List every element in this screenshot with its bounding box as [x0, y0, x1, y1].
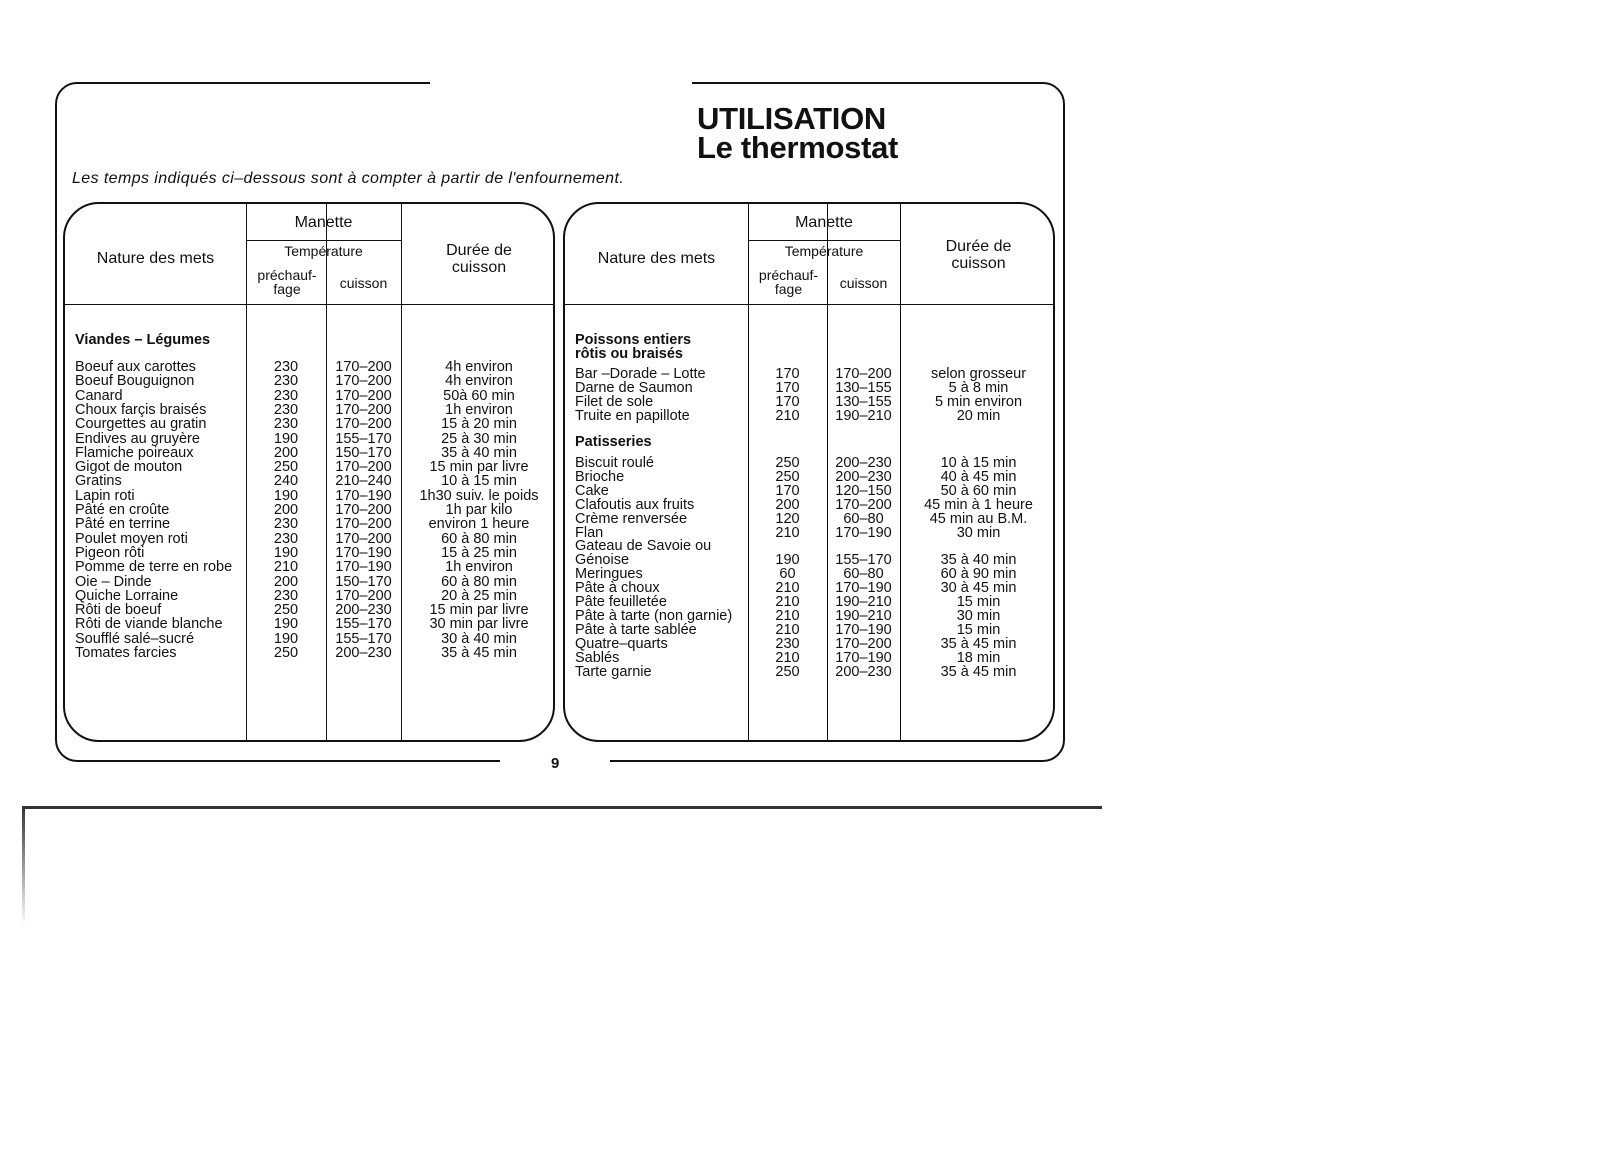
dish-name: Boeuf Bouguignon: [75, 373, 195, 390]
dish-name: Flan: [575, 525, 604, 541]
dish-name: Gigot de mouton: [75, 459, 183, 476]
cooking-time: 45 min au B.M.: [929, 511, 1028, 527]
dish-name: Tomates farcies: [75, 645, 177, 661]
dish-name: Sablés: [575, 650, 620, 666]
table-row: [565, 623, 1053, 637]
page-title: UTILISATION Le thermostat: [697, 101, 899, 165]
cooking-temp: 170–190: [335, 487, 392, 504]
cooking-temp: 170–190: [835, 525, 892, 541]
table-row: [565, 609, 1053, 623]
preheat-temp: 230: [273, 401, 299, 418]
table-row: [65, 589, 553, 603]
cooking-time: 20 à 25 min: [441, 587, 517, 604]
cooking-temp: 170–200: [335, 530, 392, 547]
col-prechauffage: préchauf- fage: [257, 267, 317, 297]
cooking-temp: 130–155: [835, 393, 892, 410]
cooking-time: 30 min: [956, 525, 1001, 541]
cooking-temp: 170–200: [335, 401, 392, 418]
cooking-time: 1h environ: [445, 559, 513, 576]
preheat-temp: 250: [775, 664, 800, 680]
cooking-time: 10 à 15 min: [940, 455, 1017, 471]
preheat-temp: 170: [775, 379, 800, 396]
dish-name: Pâte à tarte sablée: [575, 622, 697, 638]
table-row: [565, 367, 1053, 381]
preheat-temp: 230: [273, 516, 299, 533]
dish-name: Tarte garnie: [575, 664, 652, 680]
table-row: [65, 603, 553, 617]
divider: [22, 806, 25, 926]
preheat-temp: 60: [779, 566, 796, 582]
col-manette: Manette: [294, 214, 353, 231]
preheat-temp: 170: [775, 393, 800, 410]
dish-name: Pâte feuilletée: [575, 594, 667, 610]
cooking-temp: 170–200: [335, 387, 392, 404]
preheat-temp: 170: [775, 483, 800, 499]
preheat-temp: 210: [775, 580, 800, 596]
cooking-time: 5 à 8 min: [948, 379, 1009, 396]
table-row: [565, 595, 1053, 609]
cooking-time: 1h par kilo: [445, 502, 513, 518]
table-row: [565, 409, 1053, 423]
cooking-time: 40 à 45 min: [940, 469, 1017, 485]
section-title: Patisseries: [575, 434, 652, 450]
table-row: Gateau de Savoie ou: [575, 538, 712, 554]
cooking-temp: 155–170: [335, 430, 392, 447]
preheat-temp: 120: [775, 511, 800, 527]
table-row: [565, 651, 1053, 665]
cooking-temp: 200–230: [335, 645, 392, 661]
table-row: [565, 512, 1053, 526]
cooking-temp: 210–240: [335, 473, 392, 490]
dish-name: Rôti de viande blanche: [75, 616, 223, 633]
table-row: [65, 360, 553, 374]
preheat-temp: 230: [273, 530, 299, 547]
preheat-temp: 200: [775, 497, 800, 513]
dish-name: Lapin roti: [75, 487, 135, 504]
preheat-temp: 190: [273, 430, 299, 447]
preheat-temp: 200: [273, 573, 299, 590]
cooking-temp: 170–200: [335, 459, 392, 476]
cooking-temp: 170–200: [335, 359, 392, 375]
preheat-temp: 210: [775, 525, 800, 541]
cooking-time: 35 à 45 min: [441, 645, 517, 661]
table-row: [565, 665, 1053, 679]
cooking-temp: 170–200: [335, 373, 392, 390]
preheat-temp: 210: [273, 559, 299, 576]
preheat-temp: 190: [273, 616, 299, 633]
cooking-temp: 170–190: [335, 559, 392, 576]
dish-name: Biscuit roulé: [575, 455, 654, 471]
col-cuisson: cuisson: [839, 275, 888, 291]
cooking-temp: 170–190: [835, 622, 892, 638]
cooking-temp: 170–190: [835, 580, 892, 596]
cooking-time: 30 à 40 min: [441, 630, 517, 647]
dish-name: Clafoutis aux fruits: [575, 497, 695, 513]
section-title: Viandes – Légumes: [75, 332, 211, 348]
table-row: [65, 446, 553, 460]
right-table: [563, 202, 1055, 742]
table-row: [65, 489, 553, 503]
table-row: [65, 546, 553, 560]
cooking-temp: 170–200: [835, 636, 892, 652]
cooking-temp: 200–230: [335, 602, 392, 619]
table-row: [65, 517, 553, 531]
dish-name: Pâte à tarte (non garnie): [575, 608, 733, 624]
cooking-time: 4h environ: [445, 373, 513, 390]
col-nature: Nature des mets: [597, 250, 716, 267]
preheat-temp: 230: [775, 636, 800, 652]
table-row: [65, 560, 553, 574]
cooking-temp: 170–200: [335, 502, 392, 518]
dish-name: Soufflé salé–sucré: [75, 630, 195, 647]
table-row: [565, 553, 1053, 567]
col-temperature: Température: [784, 243, 864, 259]
col-temperature: Température: [284, 243, 363, 259]
cooking-time: 50à 60 min: [443, 387, 515, 404]
cooking-time: 45 min à 1 heure: [924, 497, 1033, 513]
cooking-time: 35 à 40 min: [441, 444, 517, 461]
preheat-temp: 190: [273, 544, 299, 561]
dish-name: Crème renversée: [575, 511, 688, 527]
table-row: [565, 484, 1053, 498]
table-row: [65, 617, 553, 631]
cooking-temp: 200–230: [835, 664, 892, 680]
cooking-time: 18 min: [956, 650, 1001, 666]
cooking-time: 30 min par livre: [429, 616, 529, 633]
cooking-temp: 60–80: [843, 511, 884, 527]
section-title: Poissons entiers rôtis ou braisés: [575, 332, 692, 362]
cooking-temp: 170–200: [335, 416, 392, 433]
cooking-time: 1h30 suiv. le poids: [419, 487, 539, 504]
table-row: [65, 632, 553, 646]
dish-name: Darne de Saumon: [575, 379, 693, 396]
dish-name: Pâté en croûte: [75, 502, 170, 518]
frame-gap-top: [430, 78, 692, 86]
dish-name: Bar –Dorade – Lotte: [575, 366, 706, 382]
dish-name: Meringues: [575, 566, 643, 582]
dish-name: Génoise: [575, 552, 630, 568]
preheat-temp: 230: [273, 387, 299, 404]
preheat-temp: 230: [273, 416, 299, 433]
cooking-time: 60 à 80 min: [441, 530, 517, 547]
preheat-temp: 250: [273, 645, 299, 661]
cooking-time: 15 min: [956, 622, 1001, 638]
intro-text: Les temps indiqués ci–dessous sont à compter à partir de l'enfournement.: [72, 170, 625, 187]
cooking-time: 15 min: [956, 594, 1001, 610]
dish-name: Poulet moyen roti: [75, 530, 188, 547]
preheat-temp: 190: [273, 630, 299, 647]
cooking-time: 35 à 40 min: [940, 552, 1017, 568]
dish-name: Pâté en terrine: [75, 516, 171, 533]
col-cuisson: cuisson: [339, 275, 388, 291]
divider: [22, 806, 1102, 809]
table-row: [565, 395, 1053, 409]
cooking-time: 10 à 15 min: [441, 473, 517, 490]
preheat-temp: 190: [775, 552, 800, 568]
dish-name: Endives au gruyère: [75, 430, 200, 447]
table-row: [565, 381, 1053, 395]
preheat-temp: 230: [273, 373, 299, 390]
dish-name: Quiche Lorraine: [75, 587, 179, 604]
preheat-temp: 170: [775, 366, 800, 382]
cooking-time: 30 min: [956, 608, 1001, 624]
cooking-time: 15 à 25 min: [441, 544, 517, 561]
preheat-temp: 190: [273, 487, 299, 504]
col-manette: Manette: [795, 214, 853, 231]
table-row: [65, 432, 553, 446]
preheat-temp: 210: [775, 622, 800, 638]
cooking-temp: 170–200: [835, 497, 892, 513]
cooking-temp: 60–80: [843, 566, 884, 582]
cooking-time: 15 min par livre: [429, 459, 529, 476]
table-row: [65, 374, 553, 388]
col-prechauffage: préchauf- fage: [758, 267, 819, 297]
col-duree: Durée de cuisson: [945, 238, 1012, 272]
preheat-temp: 240: [273, 473, 299, 490]
table-row: [565, 567, 1053, 581]
cooking-temp: 150–170: [335, 444, 392, 461]
preheat-temp: 210: [775, 407, 800, 424]
dish-name: Gratins: [75, 473, 122, 490]
table-row: [65, 417, 553, 431]
dish-name: Rôti de boeuf: [75, 602, 162, 619]
table-row: [65, 575, 553, 589]
cooking-time: 25 à 30 min: [441, 430, 517, 447]
table-row: [65, 460, 553, 474]
cooking-temp: 190–210: [835, 407, 892, 424]
dish-name: Brioche: [575, 469, 625, 485]
preheat-temp: 250: [775, 469, 800, 485]
preheat-temp: 200: [273, 502, 299, 518]
dish-name: Pigeon rôti: [75, 544, 145, 561]
preheat-temp: 210: [775, 650, 800, 666]
dish-name: Pâte à choux: [575, 580, 660, 596]
cooking-temp: 130–155: [835, 379, 892, 396]
col-duree: Durée de cuisson: [446, 242, 512, 276]
preheat-temp: 210: [775, 608, 800, 624]
table-row: [565, 498, 1053, 512]
cooking-temp: 170–190: [835, 650, 892, 666]
preheat-temp: 250: [775, 455, 800, 471]
cooking-temp: 170–200: [335, 516, 392, 533]
cooking-time: 4h environ: [445, 359, 513, 375]
cooking-temp: 190–210: [835, 608, 892, 624]
dish-name: Boeuf aux carottes: [75, 359, 196, 375]
cooking-temp: 120–150: [835, 483, 892, 499]
col-nature: Nature des mets: [96, 250, 215, 267]
cooking-temp: 155–170: [335, 630, 392, 647]
table-row: [565, 637, 1053, 651]
cooking-temp: 170–190: [335, 544, 392, 561]
table-row: [65, 503, 553, 517]
cooking-time: 60 à 90 min: [940, 566, 1017, 582]
dish-name: Choux farçis braisés: [75, 401, 207, 418]
preheat-temp: 210: [775, 594, 800, 610]
dish-name: Truite en papillote: [575, 407, 690, 424]
cooking-time: 5 min environ: [934, 393, 1023, 410]
cooking-temp: 155–170: [835, 552, 892, 568]
table-row: [65, 389, 553, 403]
dish-name: Oie – Dinde: [75, 573, 152, 590]
cooking-time: 15 à 20 min: [441, 416, 517, 433]
cooking-temp: 155–170: [335, 616, 392, 633]
table-row: [65, 532, 553, 546]
cooking-time: environ 1 heure: [428, 516, 530, 533]
cooking-time: 35 à 45 min: [940, 636, 1017, 652]
dish-name: Canard: [75, 387, 123, 404]
cooking-time: 15 min par livre: [429, 602, 529, 619]
dish-name: Cake: [575, 483, 609, 499]
cooking-temp: 150–170: [335, 573, 392, 590]
cooking-temp: 190–210: [835, 594, 892, 610]
cooking-time: 50 à 60 min: [940, 483, 1017, 499]
cooking-temp: 170–200: [335, 587, 392, 604]
page-number: 9: [551, 755, 560, 772]
preheat-temp: 230: [273, 359, 299, 375]
cooking-time: 20 min: [956, 407, 1001, 424]
left-table: [63, 202, 555, 742]
table-row: [65, 474, 553, 488]
dish-name: Quatre–quarts: [575, 636, 668, 652]
cooking-temp: 200–230: [835, 469, 892, 485]
cooking-temp: 170–200: [835, 366, 892, 382]
preheat-temp: 250: [273, 459, 299, 476]
dish-name: Pomme de terre en robe: [75, 559, 233, 576]
preheat-temp: 200: [273, 444, 299, 461]
table-row: [565, 470, 1053, 484]
cooking-temp: 200–230: [835, 455, 892, 471]
cooking-time: 60 à 80 min: [441, 573, 517, 590]
table-row: [565, 581, 1053, 595]
dish-name: Flamiche poireaux: [75, 444, 194, 461]
preheat-temp: 230: [273, 587, 299, 604]
cooking-time: 35 à 45 min: [940, 664, 1017, 680]
cooking-time: 30 à 45 min: [940, 580, 1017, 596]
preheat-temp: 250: [273, 602, 299, 619]
table-row: [65, 646, 553, 660]
dish-name: Filet de sole: [575, 393, 654, 410]
table-row: [65, 403, 553, 417]
cooking-time: 1h environ: [445, 401, 513, 418]
cooking-time: selon grosseur: [930, 366, 1027, 382]
table-row: [565, 456, 1053, 470]
dish-name: Courgettes au gratin: [75, 416, 207, 433]
